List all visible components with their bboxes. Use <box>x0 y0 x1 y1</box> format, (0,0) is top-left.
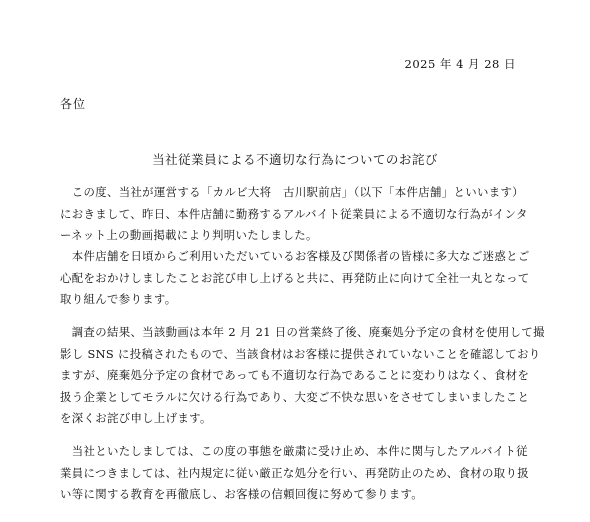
paragraph-line: 業員につきましては、社内規定に従い厳正な処分を行い、再発防止のため、食材の取り扱 <box>60 465 529 480</box>
paragraph-investigation <box>60 322 545 430</box>
paragraph-measures <box>60 441 530 506</box>
paragraph-line: 心配をおかけしましたことお詫び申し上げると共に、再発防止に向けて全社一丸となって <box>60 270 530 285</box>
paragraph-line: 当社といたしましては、この度の事態を厳粛に受け止め、本件に関与したアルバイト従 <box>60 444 528 458</box>
paragraph-line: 扱う企業としてモラルに欠ける行為であり、大変ご不快な思いをさせてしまいましたこと <box>60 389 530 404</box>
paragraph-line: 調査の結果、当該動画は本年 2 月 21 日の営業終了後、廃棄処分予定の食材を使用して撮 <box>60 325 545 339</box>
paragraph-line: ーネット上の動画掲載により判明いたしました。 <box>60 228 318 242</box>
paragraph-line: 影し SNS に投稿されたもので、当該食材はお客様に提供されていないことを確認しており <box>60 346 541 361</box>
document-date: 2025 年 4 月 28 日 <box>404 57 516 71</box>
paragraph-incident <box>60 182 530 247</box>
document-title: 当社従業員による不適切な行為についてのお詫び <box>152 152 438 167</box>
paragraph-line: い等に関する教育を再徹底し、お客様の信頼回復に努めて参ります。 <box>60 487 424 501</box>
paragraph-line: におきまして、昨日、本件店舗に勤務するアルバイト従業員による不適切な行為がインタ <box>60 206 528 221</box>
paragraph-line: この度、当社が運営する「カルビ大将 古川駅前店」（以下「本件店舗」といいます） <box>60 185 524 199</box>
paragraph-line: 取り組んで参ります。 <box>60 292 177 306</box>
paragraph-line: 本件店舗を日頃からご利用いただいているお客様及び関係者の皆様に多大なご迷惑とご <box>60 249 530 263</box>
paragraph-apology <box>60 246 530 311</box>
paragraph-line: を深くお詫び申し上げます。 <box>60 411 212 425</box>
salutation: 各位 <box>60 97 87 111</box>
paragraph-line: ますが、廃棄処分予定の食材であっても不適切な行為であることに変わりはなく、食材を <box>60 368 530 382</box>
